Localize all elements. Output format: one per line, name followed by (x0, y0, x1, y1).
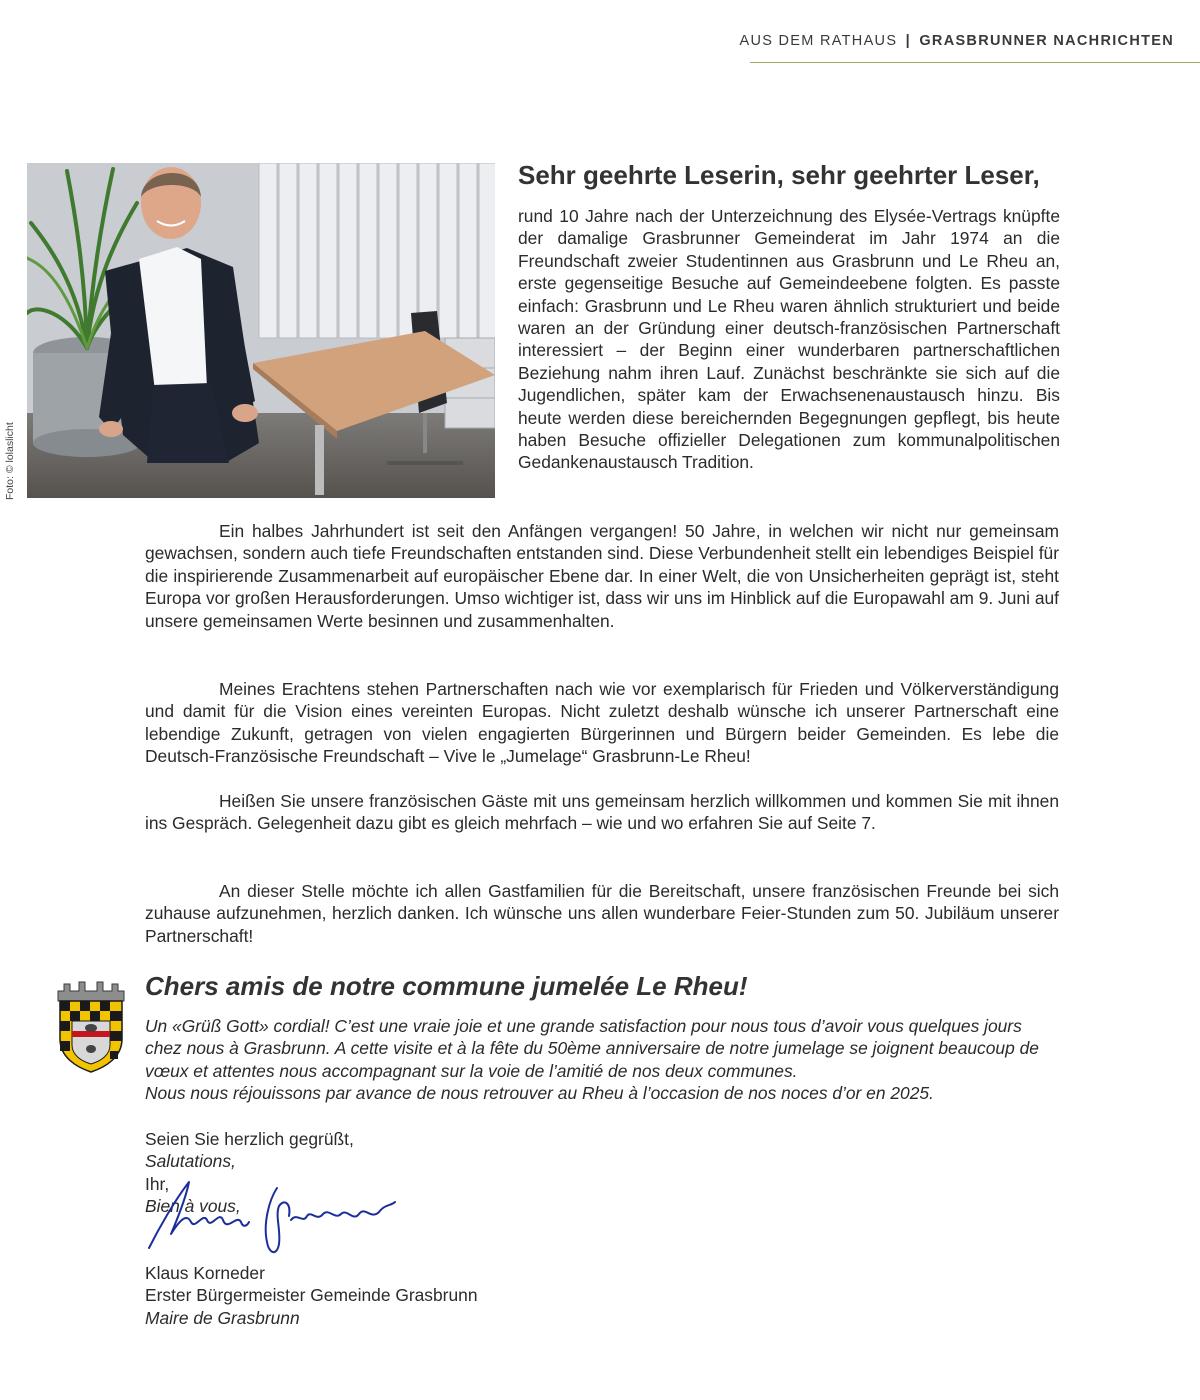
mayor-photo (27, 163, 495, 498)
signer-block (145, 1262, 478, 1329)
signature (145, 1176, 405, 1260)
french-message (145, 1015, 1059, 1105)
french-message-text: Un «Grüß Gott» cordial! C’est une vraie joie et une grande satisfaction pour nous tous d’avoir vous quelques jours chez nous à Grasbrunn. A cette visite et à la fête du 50ème anniversaire de notre jumelage se joignent beaucoup de vœux et attentes nous accompagnant sur la voie de l’amitié de nos deux communes. (145, 1016, 1039, 1081)
greeting-french: Bien à vous, (145, 1196, 241, 1217)
body-paragraph: Ein halbes Jahrhundert ist seit den Anfängen vergangen! 50 Jahre, in welchen wir nicht nur gemeinsam gewachsen, sondern auch tiefe Freundschaften entstanden sind. Diese Verbundenheit stellt ein lebendiges Beispiel für die inspirierende Zusammenarbeit auf europäischer Ebene dar. In einer Welt, die von Unsicherheiten geprägt ist, steht Europa vor großen Herausforderungen. Umso wichtiger ist, dass wir uns im Hinblick auf die Europawahl am 9. Juni auf unsere gemeinsamen Werte besinnen und zusammenhalten. (145, 521, 1059, 631)
photo-credit-text: Foto: © lolaslicht (4, 422, 16, 500)
signer-role-french: Maire de Grasbrunn (145, 1307, 300, 1328)
letter-title: Sehr geehrte Leserin, sehr geehrter Leser, (518, 160, 1040, 190)
publication-name: GRASBRUNNER NACHRICHTEN (919, 33, 1174, 49)
intro-paragraph: rund 10 Jahre nach der Unterzeichnung des Elysée-Vertrags knüpfte der damalige Grasbrunner Gemeinderat im Jahr 1974 an die Freundschaft zweier Studentinnen aus Grasbrunn und Le Rheu an, erste gegenseitige Besuche auf Gemeindeebene folgten. Es passte einfach: Grasbrunn und Le Rheu waren ähnlich strukturiert und beide waren an der Gründung einer deutsch-französischen Partnerschaft interessiert – der Beginn einer wunderbaren partnerschaftlichen Beziehung nahm ihren Lauf. Zunächst beschränkte sie sich auf die Jugendlichen, später kam der Erwachsenenaustausch hinzu. Bis heute werden diese bereichernden Begegnungen gepflegt, bis heute haben Besuche offizieller Delegationen zum kommunalpolitischen Gedankenaustausch Tradition. (518, 206, 1060, 473)
grasbrunn-coat-of-arms (56, 979, 126, 1073)
greeting-german: Seien Sie herzlich gegrüßt, (145, 1129, 354, 1149)
body-paragraph: Meines Erachtens stehen Partnerschaften nach wie vor exemplarisch für Frieden und Völkerverständigung und damit für die Vision eines vereinten Europas. Nicht zuletzt deshalb wünsche ich unserer Partnerschaft eine lebendige Zukunft, getragen von vielen engagierten Bürgerinnen und Bürgern beider Gemeinden. Es lebe die Deutsch-Französische Freundschaft – Vive le „Jumelage“ Grasbrunn-Le Rheu! (145, 679, 1059, 767)
signer-name: Klaus Korneder (145, 1263, 265, 1283)
page-header (739, 33, 1174, 49)
greeting-german: Ihr, (145, 1173, 170, 1194)
greeting-line (145, 1128, 354, 1173)
section-label: AUS DEM RATHAUS (739, 33, 898, 49)
body-paragraph: An dieser Stelle möchte ich allen Gastfamilien für die Bereitschaft, unsere französischen Freunde bei sich zuhause aufzunehmen, herzlich danken. Ich wünsche uns allen wunderbare Feier-Stunden zum 50. Jubiläum unserer Partnerschaft! (145, 881, 1059, 946)
header-rule (750, 62, 1200, 63)
french-message-text: Nous nous réjouissons par avance de nous retrouver au Rheu à l’occasion de nos noces d’or en 2025. (145, 1083, 934, 1104)
header-separator: | (905, 33, 911, 49)
greeting-french: Salutations, (145, 1151, 236, 1172)
signer-role: Erster Bürgermeister Gemeinde Grasbrunn (145, 1285, 478, 1306)
french-title: Chers amis de notre commune jumelée Le Rheu! (145, 971, 748, 1001)
body-paragraph: Heißen Sie unsere französischen Gäste mit uns gemeinsam herzlich willkommen und kommen Sie mit ihnen ins Gespräch. Gelegenheit dazu gibt es gleich mehrfach – wie und wo erfahren Sie auf Seite 7. (145, 791, 1059, 834)
